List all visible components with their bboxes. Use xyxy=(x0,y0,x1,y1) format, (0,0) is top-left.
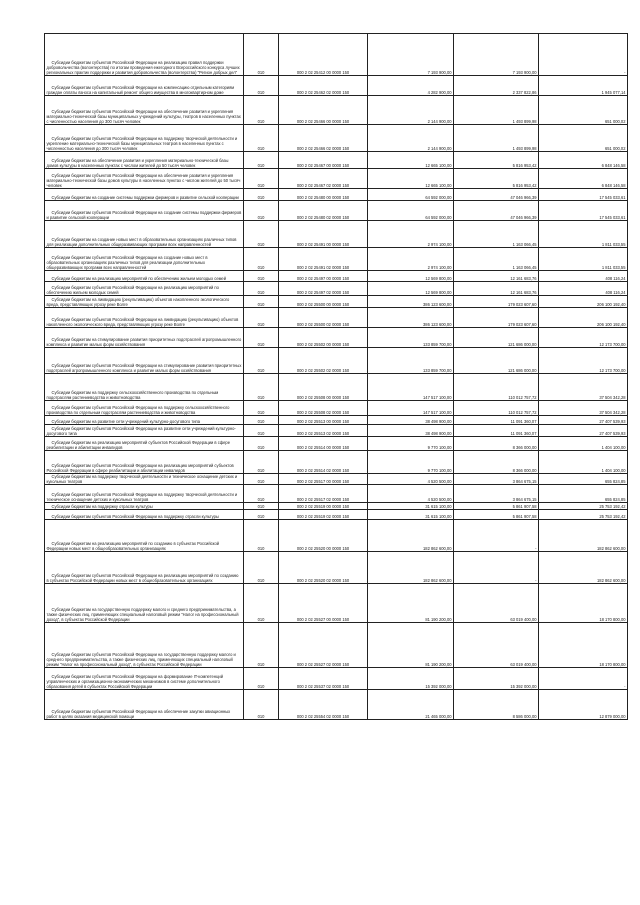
table-row xyxy=(45,34,628,76)
row-code: 010 xyxy=(244,451,279,474)
table-row xyxy=(45,328,628,348)
row-approved: 2 974 100,00 xyxy=(368,221,454,248)
table-row xyxy=(45,510,628,520)
row-code: 010 xyxy=(244,296,279,308)
row-executed: 1 163 066,45 xyxy=(454,248,539,271)
row-kbk: 000 2 02 25520 02 0000 150 xyxy=(279,552,368,584)
row-name: Субсидии бюджетам на ликвидацию (рекультивацию) объектов накопленного экологического вреда, представляющих угрозу реке Волге xyxy=(45,296,244,308)
row-approved: 38 498 900,00 xyxy=(368,425,454,437)
row-code: 010 xyxy=(244,425,279,437)
row-executed: 8 366 000,00 xyxy=(454,437,539,451)
row-approved: 4 520 500,00 xyxy=(368,474,454,485)
row-remaining: 12 879 000,00 xyxy=(539,690,628,720)
table-row xyxy=(45,451,628,474)
row-executed: 121 686 000,00 xyxy=(454,328,539,348)
row-approved: 7 193 900,00 xyxy=(368,34,454,76)
row-executed: 47 046 966,39 xyxy=(454,189,539,201)
row-name: Субсидии бюджетам на стимулирование развития приоритетных подотраслей агропромышленного комплекса и развитие малых форм хозяйствования xyxy=(45,328,244,348)
row-code: 010 xyxy=(244,668,279,690)
table-row xyxy=(45,221,628,248)
row-approved: 12 665 100,00 xyxy=(368,169,454,189)
table-row xyxy=(45,96,628,125)
row-remaining: 206 100 192,40 xyxy=(539,296,628,308)
table-row xyxy=(45,584,628,623)
table-row xyxy=(45,76,628,96)
row-executed: 63 019 400,00 xyxy=(454,584,539,623)
row-name: Субсидии бюджетам на развитие сети учреждений культурно-досугового типа xyxy=(45,416,244,425)
row-kbk: 000 2 02 25502 02 0000 150 xyxy=(279,348,368,374)
row-code: 010 xyxy=(244,374,279,401)
row-executed: 110 012 757,72 xyxy=(454,374,539,401)
row-approved: 2 144 900,00 xyxy=(368,96,454,125)
row-remaining: 655 824,85 xyxy=(539,474,628,485)
row-approved: 2 974 100,00 xyxy=(368,248,454,271)
row-name: Субсидии бюджетам субъектов Российской Федерации на развитие сети учреждений культурно-досугового типа xyxy=(45,425,244,437)
row-executed: 3 864 675,15 xyxy=(454,474,539,485)
table-row xyxy=(45,282,628,296)
row-approved: 182 862 600,00 xyxy=(368,520,454,552)
row-executed: 8 586 000,00 xyxy=(454,690,539,720)
row-name: Субсидии бюджетам субъектов Российской Федерации на реализацию мероприятий по обеспечению жильем молодых семей xyxy=(45,282,244,296)
row-executed: 11 091 360,07 xyxy=(454,425,539,437)
row-approved: 4 282 900,00 xyxy=(368,76,454,96)
row-code: 010 xyxy=(244,416,279,425)
row-remaining: 25 753 192,42 xyxy=(539,510,628,520)
row-name: Субсидии бюджетам субъектов Российской Федерации на поддержку сельскохозяйственного производства по отдельным подотраслям растениеводства и животноводства xyxy=(45,401,244,416)
row-name: Субсидии бюджетам субъектов Российской Федерации на создание системы поддержки фермеров и развитие сельской кооперации xyxy=(45,201,244,221)
row-remaining: 182 862 600,00 xyxy=(539,520,628,552)
table-row xyxy=(45,348,628,374)
row-remaining: 17 545 033,61 xyxy=(539,201,628,221)
row-kbk: 000 2 02 25508 02 0000 150 xyxy=(279,401,368,416)
table-row xyxy=(45,425,628,437)
row-code: 010 xyxy=(244,623,279,668)
row-executed: 5 816 953,42 xyxy=(454,169,539,189)
row-remaining: 1 811 033,55 xyxy=(539,248,628,271)
row-executed: 12 161 683,76 xyxy=(454,271,539,282)
row-name: Субсидии бюджетам на реализацию мероприятий по обеспечению жильем молодых семей xyxy=(45,271,244,282)
row-code: 010 xyxy=(244,308,279,328)
row-approved: 21 465 000,00 xyxy=(368,690,454,720)
row-remaining: 18 170 800,00 xyxy=(539,623,628,668)
row-approved: 15 392 000,00 xyxy=(368,668,454,690)
row-approved: 133 859 700,00 xyxy=(368,348,454,374)
row-kbk: 000 2 02 25502 00 0000 150 xyxy=(279,328,368,348)
row-remaining: 1 404 100,00 xyxy=(539,451,628,474)
row-executed: 1 493 899,98 xyxy=(454,125,539,152)
row-remaining: 12 173 700,00 xyxy=(539,328,628,348)
row-remaining: 6 848 146,58 xyxy=(539,152,628,169)
row-name: Субсидии бюджетам субъектов Российской Федерации на реализацию мероприятий субъектов Российской Федерации в сфере реабилитации и абилитации инвалидов xyxy=(45,451,244,474)
row-name: Субсидии бюджетам субъектов Российской Федерации на обеспечение развития и укрепления материально-технической базы муниципальных учреждений культуры, театров в населенных пунктах с численностью населения до 300 тысяч человек xyxy=(45,96,244,125)
row-remaining: 651 000,02 xyxy=(539,125,628,152)
row-name: Субсидии бюджетам на поддержку творческой деятельности и техническое оснащение детских и кукольных театров xyxy=(45,474,244,485)
row-name: Субсидии бюджетам на реализацию мероприятий по созданию в субъектах Российской Федерации новых мест в общеобразовательных организациях xyxy=(45,520,244,552)
table-row xyxy=(45,552,628,584)
row-executed: 110 012 757,72 xyxy=(454,401,539,416)
row-approved: 4 520 500,00 xyxy=(368,485,454,503)
row-name: Субсидии бюджетам субъектов Российской Федерации на ликвидацию (рекультивацию) объектов накопленного экологического вреда, представляющих угрозу реке Волге xyxy=(45,308,244,328)
row-code: 010 xyxy=(244,510,279,520)
row-code: 010 xyxy=(244,348,279,374)
row-name: Субсидии бюджетам субъектов Российской Федерации на создание новых мест в образовательных организациях различных типов для реализации дополнительных общеразвивающих программ всех направленностей xyxy=(45,248,244,271)
row-kbk: 000 2 02 25480 00 0000 150 xyxy=(279,189,368,201)
row-approved: 64 592 000,00 xyxy=(368,201,454,221)
row-code: 010 xyxy=(244,34,279,76)
row-kbk: 000 2 02 25517 02 0000 150 xyxy=(279,485,368,503)
table-row xyxy=(45,520,628,552)
row-remaining: 27 407 539,93 xyxy=(539,425,628,437)
row-executed: - xyxy=(454,552,539,584)
budget-table xyxy=(44,33,628,720)
row-name: Субсидии бюджетам субъектов Российской Федерации на поддержку творческой деятельности и техническое оснащение детских и кукольных театров xyxy=(45,485,244,503)
row-name: Субсидии бюджетам субъектов Российской Федерации на обеспечение закупки авиационных работ в целях оказания медицинской помощи xyxy=(45,690,244,720)
table-row xyxy=(45,308,628,328)
row-name: Субсидии бюджетам на создание новых мест в образовательных организациях различных типов для реализации дополнительных общеразвивающих программ всех направленностей xyxy=(45,221,244,248)
row-kbk: 000 2 02 25467 02 0000 150 xyxy=(279,169,368,189)
row-approved: 182 862 600,00 xyxy=(368,552,454,584)
row-code: 010 xyxy=(244,271,279,282)
row-executed: 179 023 607,60 xyxy=(454,296,539,308)
row-remaining: 17 545 033,61 xyxy=(539,189,628,201)
row-executed: 3 864 675,15 xyxy=(454,485,539,503)
row-name: Субсидии бюджетам субъектов Российской Федерации на поддержку творческой деятельности и укрепление материально-технической базы муниципальных театров в населенных пунктах с численностью населения до 300 тысяч человек xyxy=(45,125,244,152)
row-kbk: 000 2 02 25467 00 0000 150 xyxy=(279,152,368,169)
row-remaining: 182 862 600,00 xyxy=(539,552,628,584)
row-approved: 12 665 100,00 xyxy=(368,152,454,169)
row-remaining: 1 811 033,55 xyxy=(539,221,628,248)
row-kbk: 000 2 02 25514 02 0000 150 xyxy=(279,451,368,474)
row-kbk: 000 2 02 25527 00 0000 150 xyxy=(279,584,368,623)
row-executed: 47 046 966,39 xyxy=(454,201,539,221)
row-approved: 12 569 800,00 xyxy=(368,282,454,296)
row-code: 010 xyxy=(244,503,279,510)
table-row xyxy=(45,271,628,282)
row-executed: 7 193 900,00 xyxy=(454,34,539,76)
table-row xyxy=(45,152,628,169)
row-kbk: 000 2 02 25513 02 0000 150 xyxy=(279,425,368,437)
row-approved: 9 770 100,00 xyxy=(368,437,454,451)
row-executed: 121 686 000,00 xyxy=(454,348,539,374)
row-approved: 2 144 900,00 xyxy=(368,125,454,152)
row-approved: 386 123 600,00 xyxy=(368,308,454,328)
row-name: Субсидии бюджетам на создание системы поддержки фермеров и развитие сельской кооперации xyxy=(45,189,244,201)
row-code: 010 xyxy=(244,690,279,720)
row-kbk: 000 2 02 25537 02 0000 150 xyxy=(279,668,368,690)
row-executed: 5 816 953,42 xyxy=(454,152,539,169)
row-approved: 133 859 700,00 xyxy=(368,328,454,348)
row-kbk: 000 2 02 25500 02 0000 150 xyxy=(279,308,368,328)
table-row xyxy=(45,437,628,451)
row-executed: 11 091 360,07 xyxy=(454,416,539,425)
row-kbk: 000 2 02 25514 00 0000 150 xyxy=(279,437,368,451)
table-row xyxy=(45,485,628,503)
row-code: 010 xyxy=(244,201,279,221)
row-approved: 31 615 100,00 xyxy=(368,503,454,510)
row-name: Субсидии бюджетам субъектов Российской Федерации на реализацию мероприятий по созданию в субъектах Российской Федерации новых мест в общеобразовательных организациях xyxy=(45,552,244,584)
row-code: 010 xyxy=(244,584,279,623)
row-name: Субсидии бюджетам на поддержку отрасли культуры xyxy=(45,503,244,510)
row-kbk: 000 2 02 25519 00 0000 150 xyxy=(279,503,368,510)
row-executed: 63 019 400,00 xyxy=(454,623,539,668)
table-row xyxy=(45,169,628,189)
row-kbk: 000 2 02 25491 00 0000 150 xyxy=(279,221,368,248)
row-executed: - xyxy=(454,520,539,552)
row-remaining: 408 116,24 xyxy=(539,271,628,282)
row-remaining: 6 848 146,58 xyxy=(539,169,628,189)
row-name: Субсидии бюджетам субъектов Российской Федерации на компенсацию отдельным категориям граждан оплаты взноса на капитальный ремонт общего имущества в многоквартирном доме xyxy=(45,76,244,96)
table-row xyxy=(45,296,628,308)
row-code: 010 xyxy=(244,76,279,96)
row-remaining: 27 407 539,93 xyxy=(539,416,628,425)
row-remaining: 1 945 077,14 xyxy=(539,76,628,96)
table-row xyxy=(45,503,628,510)
row-remaining: - xyxy=(539,34,628,76)
row-code: 010 xyxy=(244,485,279,503)
row-executed: 1 163 066,45 xyxy=(454,221,539,248)
row-approved: 81 190 200,00 xyxy=(368,623,454,668)
row-approved: 9 770 100,00 xyxy=(368,451,454,474)
table-row xyxy=(45,201,628,221)
row-remaining: 25 753 192,42 xyxy=(539,503,628,510)
row-code: 010 xyxy=(244,169,279,189)
row-remaining: 1 404 100,00 xyxy=(539,437,628,451)
row-executed: 8 366 000,00 xyxy=(454,451,539,474)
row-name: Субсидии бюджетам субъектов Российской Федерации на стимулирование развития приоритетных подотраслей агропромышленного комплекса и развитие малых форм хозяйствования xyxy=(45,348,244,374)
row-name: Субсидии бюджетам субъектов Российской Федерации на реализацию правил поддержки добровольчества (волонтерства) по итогам проведения ежегодного Всероссийского конкурса лучших региональных практик поддержки и развития добровольчества (волонтерства) "Регион добрых дел" xyxy=(45,34,244,76)
row-remaining: 651 000,02 xyxy=(539,96,628,125)
row-kbk: 000 2 02 25500 00 0000 150 xyxy=(279,296,368,308)
row-approved: 386 123 600,00 xyxy=(368,296,454,308)
row-executed: 15 392 000,00 xyxy=(454,668,539,690)
row-kbk: 000 2 02 25497 02 0000 150 xyxy=(279,282,368,296)
row-name: Субсидии бюджетам на поддержку сельскохозяйственного производства по отдельным подотраслям растениеводства и животноводства xyxy=(45,374,244,401)
row-approved: 81 190 200,00 xyxy=(368,584,454,623)
table-row xyxy=(45,474,628,485)
row-name: Субсидии бюджетам субъектов Российской Федерации на формирование IT-компетенций управленческих и организационно-экономических механизмов в системе дополнительного образования детей в субъектах Российской Федерации xyxy=(45,668,244,690)
row-kbk: 000 2 02 25519 02 0000 150 xyxy=(279,510,368,520)
row-code: 010 xyxy=(244,96,279,125)
row-executed: 1 493 899,98 xyxy=(454,96,539,125)
row-code: 010 xyxy=(244,282,279,296)
row-code: 010 xyxy=(244,189,279,201)
row-approved: 147 517 100,00 xyxy=(368,401,454,416)
row-executed: 5 861 907,58 xyxy=(454,503,539,510)
row-name: Субсидии бюджетам субъектов Российской Федерации на обеспечение развития и укрепления материально-технической базы домов культуры в населенных пунктах с числом жителей до 50 тысяч человек xyxy=(45,169,244,189)
row-name: Субсидии бюджетам на государственную поддержку малого и среднего предпринимательства, а также физических лиц, применяющих специальный налоговый режим "Налог на профессиональный доход", в субъектах Российской Федерации xyxy=(45,584,244,623)
row-remaining: - xyxy=(539,668,628,690)
row-name: Субсидии бюджетам на реализацию мероприятий субъектов Российской Федерации в сфере реабилитации и абилитации инвалидов xyxy=(45,437,244,451)
table-row xyxy=(45,125,628,152)
row-kbk: 000 2 02 25412 00 0000 150 xyxy=(279,34,368,76)
row-code: 010 xyxy=(244,401,279,416)
row-kbk: 000 2 02 25508 00 0000 150 xyxy=(279,374,368,401)
table-row xyxy=(45,416,628,425)
row-executed: 5 861 907,58 xyxy=(454,510,539,520)
row-code: 010 xyxy=(244,221,279,248)
row-code: 010 xyxy=(244,520,279,552)
row-name: Субсидии бюджетам на обеспечение развития и укрепления материально-технической базы домов культуры в населенных пунктах с числом жителей до 50 тысяч человек xyxy=(45,152,244,169)
row-kbk: 000 2 02 25517 00 0000 150 xyxy=(279,474,368,485)
row-name: Субсидии бюджетам субъектов Российской Федерации на государственную поддержку малого и среднего предпринимательства, а также физических лиц, применяющих специальный налоговый режим "Налог на профессиональный доход", в субъектах Российской Федерации xyxy=(45,623,244,668)
row-remaining: 655 824,85 xyxy=(539,485,628,503)
row-approved: 12 569 800,00 xyxy=(368,271,454,282)
row-kbk: 000 2 02 25491 02 0000 150 xyxy=(279,248,368,271)
table-row xyxy=(45,668,628,690)
row-code: 010 xyxy=(244,152,279,169)
row-remaining: 18 170 800,00 xyxy=(539,584,628,623)
row-kbk: 000 2 02 25497 00 0000 150 xyxy=(279,271,368,282)
table-row xyxy=(45,374,628,401)
row-kbk: 000 2 02 25462 02 0000 150 xyxy=(279,76,368,96)
row-kbk: 000 2 02 25480 02 0000 150 xyxy=(279,201,368,221)
row-remaining: 408 116,24 xyxy=(539,282,628,296)
table-row xyxy=(45,248,628,271)
row-kbk: 000 2 02 25466 02 0000 150 xyxy=(279,125,368,152)
row-remaining: 12 173 700,00 xyxy=(539,348,628,374)
row-code: 010 xyxy=(244,474,279,485)
row-executed: 179 023 607,60 xyxy=(454,308,539,328)
row-executed: 2 337 822,86 xyxy=(454,76,539,96)
table-row xyxy=(45,189,628,201)
row-approved: 64 592 000,00 xyxy=(368,189,454,201)
row-kbk: 000 2 02 25527 02 0000 150 xyxy=(279,623,368,668)
row-code: 010 xyxy=(244,552,279,584)
row-kbk: 000 2 02 25554 02 0000 150 xyxy=(279,690,368,720)
row-name: Субсидии бюджетам субъектов Российской Федерации на поддержку отрасли культуры xyxy=(45,510,244,520)
table-row xyxy=(45,623,628,668)
row-remaining: 206 100 192,40 xyxy=(539,308,628,328)
row-approved: 31 615 100,00 xyxy=(368,510,454,520)
row-code: 010 xyxy=(244,437,279,451)
row-remaining: 37 504 342,28 xyxy=(539,374,628,401)
row-executed: 12 161 683,76 xyxy=(454,282,539,296)
row-code: 010 xyxy=(244,328,279,348)
row-approved: 147 517 100,00 xyxy=(368,374,454,401)
row-code: 010 xyxy=(244,125,279,152)
row-code: 010 xyxy=(244,248,279,271)
row-kbk: 000 2 02 25466 00 0000 150 xyxy=(279,96,368,125)
row-approved: 38 498 900,00 xyxy=(368,416,454,425)
row-remaining: 37 504 342,28 xyxy=(539,401,628,416)
row-kbk: 000 2 02 25520 00 0000 150 xyxy=(279,520,368,552)
row-kbk: 000 2 02 25513 00 0000 150 xyxy=(279,416,368,425)
table-row xyxy=(45,690,628,720)
table-row xyxy=(45,401,628,416)
